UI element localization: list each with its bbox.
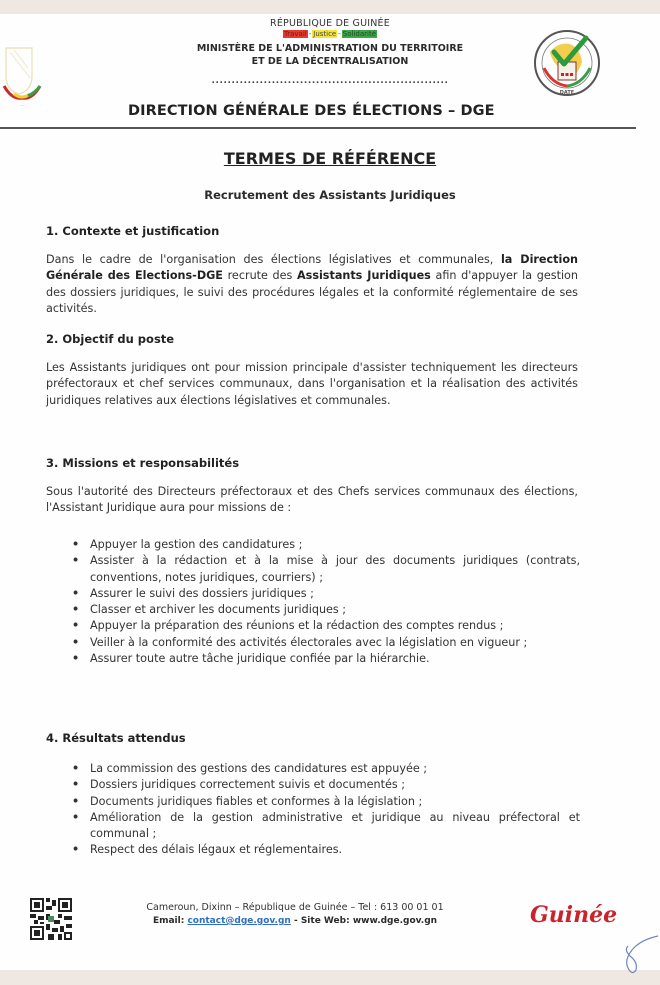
dge-logo-label: DATE	[559, 90, 575, 96]
section-paragraph-context	[46, 252, 578, 317]
website-link[interactable]: www.dge.gov.gn	[352, 916, 438, 926]
qr-code-icon[interactable]	[30, 898, 72, 940]
missions-list	[72, 537, 580, 667]
section-heading-results: 4. Résultats attendus	[46, 731, 186, 745]
document-title: TERMES DE RÉFÉRENCE	[223, 149, 437, 168]
direction-title: DIRECTION GÉNÉRALE DES ÉLECTIONS – DGE	[128, 103, 495, 119]
header-divider	[0, 127, 636, 129]
list-item: • Dossiers juridiques correctement suivis et documentés ;	[72, 777, 580, 793]
list-item: • Appuyer la gestion des candidatures ;	[72, 537, 580, 553]
list-item: • Veiller à la conformité des activités électorales avec la législation en vigueur ;	[72, 635, 580, 651]
footer-contact	[110, 916, 480, 926]
document-page	[0, 14, 660, 970]
coat-of-arms-icon	[2, 38, 42, 110]
context-text-2: recrute des	[222, 269, 297, 283]
section-paragraph-missions: Sous l'autorité des Directeurs préfectoraux et des Chefs services communaux des élections, l'Assistant Juridique aura pour missions de :	[46, 485, 578, 515]
signature-initial-icon	[620, 934, 660, 982]
national-motto	[150, 30, 510, 38]
email-label: Email:	[152, 916, 188, 926]
document-subtitle: Recrutement des Assistants Juridiques	[204, 188, 456, 202]
svg-text:~~: ~~	[20, 103, 26, 107]
republic-name: RÉPUBLIQUE DE GUINÉE	[270, 18, 390, 29]
context-text-1: Dans le cadre de l'organisation des élections législatives et communales,	[46, 253, 501, 266]
email-link[interactable]: contact@dge.gov.gn	[187, 916, 291, 926]
context-bold-assistants: Assistants Juridiques	[297, 269, 431, 283]
motto-sep-1: -	[308, 30, 312, 38]
list-item: • Documents juridiques fiables et conformes à la législation ;	[72, 794, 580, 810]
list-item: • Assurer toute autre tâche juridique confiée par la hiérarchie.	[72, 651, 580, 667]
list-item: • Appuyer la préparation des réunions et la rédaction des comptes rendus ;	[72, 618, 580, 634]
ministry-name	[150, 42, 510, 68]
ministry-line-2: ET DE LA DÉCENTRALISATION	[251, 56, 409, 67]
motto-sep-2: -	[338, 30, 341, 38]
guinee-brand-logo: Guinée	[530, 902, 618, 928]
list-item: • Amélioration de la gestion administrative et juridique au niveau préfectoral et communal ;	[72, 810, 580, 843]
ministry-line-1: MINISTÈRE DE L'ADMINISTRATION DU TERRITOIRE	[196, 43, 464, 54]
list-item: • Assister à la rédaction et à la mise à jour des documents juridiques (contrats, conventions, notes juridiques, courriers) ;	[72, 553, 580, 586]
list-item: • Respect des délais légaux et réglementaires.	[72, 842, 580, 858]
context-text-3: afin d'appuyer la gestion des dossiers juridiques, le suivi des procédures légales et la conformité réglementaire de ses activités.	[46, 269, 578, 315]
dge-logo-icon	[532, 28, 602, 98]
motto-word-1: Travail	[283, 30, 307, 38]
website-label: - Site Web:	[290, 916, 353, 926]
section-heading-context: 1. Contexte et justification	[46, 224, 220, 238]
motto-word-3: Solidarité	[342, 30, 377, 38]
context-bold-dge: la Direction Générale des Elections-DGE	[46, 253, 578, 283]
section-heading-missions: 3. Missions et responsabilités	[46, 456, 240, 470]
footer-address: Cameroun, Dixinn – République de Guinée – Tel : 613 00 01 01	[146, 902, 444, 913]
section-heading-objective: 2. Objectif du poste	[46, 332, 175, 346]
dotted-separator: ...........................................................	[211, 76, 449, 86]
section-paragraph-objective: Les Assistants juridiques ont pour mission principale d'assister techniquement les directeurs préfectoraux et chef services communaux, dans l'organisation et la réalisation des activités juridiques relatives aux élections législatives et communales.	[46, 361, 578, 407]
list-item: • Classer et archiver les documents juridiques ;	[72, 602, 580, 618]
list-item: • Assurer le suivi des dossiers juridiques ;	[72, 586, 580, 602]
list-item: • La commission des gestions des candidatures est appuyée ;	[72, 761, 580, 777]
motto-word-2: Justice	[313, 30, 337, 38]
results-list	[72, 761, 580, 859]
